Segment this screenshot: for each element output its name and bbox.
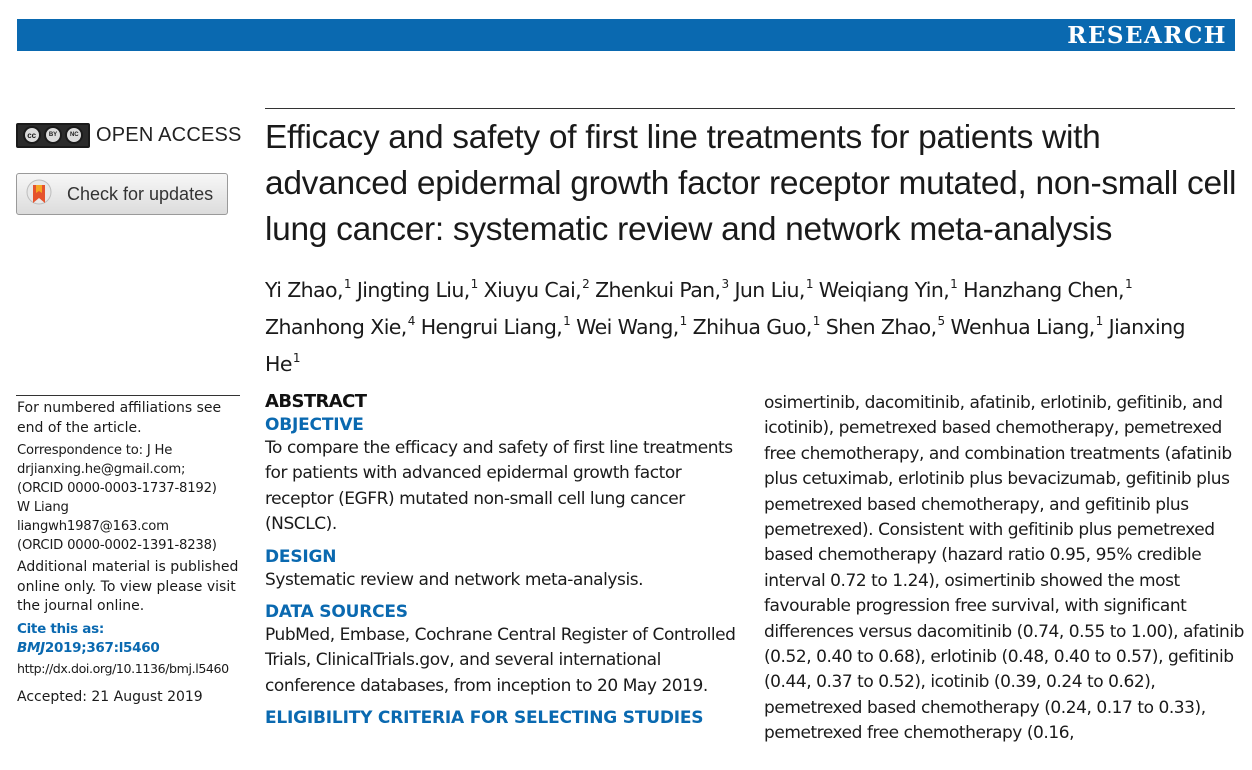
by-icon: BY [44,126,62,144]
data-sources-heading: DATA SOURCES [265,602,408,623]
author-name: Hanzhang Chen, [963,278,1124,302]
correspondence-name-1: J He [146,443,173,458]
objective-text: To compare the efficacy and safety of first line treatments for patients with advanced epidermal growth factor receptor (EGFR) mutated non-small cell lung cancer (NSCLC). [265,438,733,535]
additional-material-note: Additional material is published online only. To view please visit the journal online. [17,559,239,614]
objective-heading: OBJECTIVE [265,415,364,435]
author-affiliation: 1 [950,277,958,291]
author-affiliation: 1 [470,277,478,291]
nc-icon: NC [65,126,83,144]
author-name: Wei Wang, [576,315,679,339]
author-affiliation: 1 [812,314,820,328]
author-name: Yi Zhao, [265,278,343,302]
author-name: Jingting Liu, [356,278,470,302]
cite-line [17,620,242,659]
correspondence-name-2: W Liang [17,500,69,515]
author-name: Jun Liu, [734,278,805,302]
author-name: Wenhua Liang, [950,315,1095,339]
author-affiliation: 1 [563,314,571,328]
correspondence-orcid-1[interactable]: (ORCID 0000-0003-1737-8192) [17,481,217,496]
correspondence-label: Correspondence to: [17,443,143,458]
correspondence-orcid-2[interactable]: (ORCID 0000-0002-1391-8238) [17,538,217,553]
author-name: Shen Zhao, [825,315,937,339]
sidebar-divider [16,395,240,396]
check-for-updates-label: Check for updates [67,183,214,204]
author-affiliation: 1 [292,351,300,365]
eligibility-heading: ELIGIBILITY CRITERIA FOR SELECTING STUDIES [265,708,704,729]
author-name: Jianxing He [265,315,1185,376]
author-name: Hengrui Liang, [420,315,563,339]
author-name: Weiqiang Yin, [818,278,950,302]
author-affiliation: 3 [721,277,729,291]
author-name: Xiuyu Cai, [483,278,582,302]
article-title: Efficacy and safety of first line treatments for patients with advanced epidermal growth factor receptor mutated, non-small cell lung cancer: systematic review and network meta-analysis [265,119,1237,248]
abstract-left-column [265,390,740,729]
sidebar-info [17,399,242,711]
abstract-heading: ABSTRACT [265,391,367,412]
cite-reference: 2019;367:l5460 [44,640,160,656]
correspondence-block [17,441,242,555]
bookmark-update-icon [25,179,53,209]
design-text: Systematic review and network meta-analysis. [265,569,644,590]
open-access-label: OPEN ACCESS [96,123,242,146]
correspondence-email-2[interactable]: liangwh1987@163.com [17,519,169,534]
author-affiliation: 1 [1095,314,1103,328]
author-affiliation: 2 [582,277,590,291]
open-access-row [16,120,242,150]
author-name: Zhanhong Xie, [265,315,407,339]
accepted-date: Accepted: 21 August 2019 [17,689,203,705]
affiliations-note: For numbered affiliations see end of the article. [17,400,222,436]
section-label: RESEARCH [1067,21,1227,49]
author-affiliation: 4 [407,314,415,328]
author-name: Zhihua Guo, [692,315,812,339]
correspondence-email-1[interactable]: drjianxing.he@gmail.com; [17,462,186,477]
cc-license-badge[interactable] [16,123,90,148]
author-affiliation: 1 [805,277,813,291]
author-affiliation: 1 [1124,277,1133,291]
author-list [265,269,1225,380]
cc-icon: cc [23,126,41,144]
author-affiliation: 5 [937,314,945,328]
author-affiliation: 1 [343,277,351,291]
cite-label: Cite this as: [17,620,104,637]
abstract-right-column: osimertinib, dacomitinib, afatinib, erlotinib, gefitinib, and icotinib), pemetrexed based chemotherapy, pemetrexed free chemotherapy, and combination treatments (afatinib plus cetuximab, erlotinib plus bevacizumab, gefitinib plus pemetrexed based chemotherapy, and gefitinib plus pemetrexed). Consistent with gefitinib plus pemetrexed based chemotherapy (hazard ratio 0.95, 95% credible interval 0.72 to 1.24), osimertinib showed the most favourable progression free survival, with significant differences versus dacomitinib (0.74, 0.55 to 1.00), afatinib (0.52, 0.40 to 0.68), erlotinib (0.48, 0.40 to 0.57), gefitinib (0.44, 0.37 to 0.52), icotinib (0.39, 0.24 to 0.62), pemetrexed based chemotherapy (0.24, 0.17 to 0.33), pemetrexed free chemotherapy (0.16, [764,393,1244,744]
section-header-bar [17,19,1235,51]
title-divider [265,108,1235,109]
doi-link[interactable]: http://dx.doi.org/10.1136/bmj.l5460 [17,660,229,676]
cite-journal: BMJ [17,640,45,656]
check-for-updates-button[interactable] [16,173,228,215]
author-name: Zhenkui Pan, [595,278,721,302]
data-sources-text: PubMed, Embase, Cochrane Central Register of Controlled Trials, ClinicalTrials.gov, and several international conference databases, from inception to 20 May 2019. [265,625,736,696]
author-affiliation: 1 [679,314,687,328]
design-heading: DESIGN [265,546,337,567]
